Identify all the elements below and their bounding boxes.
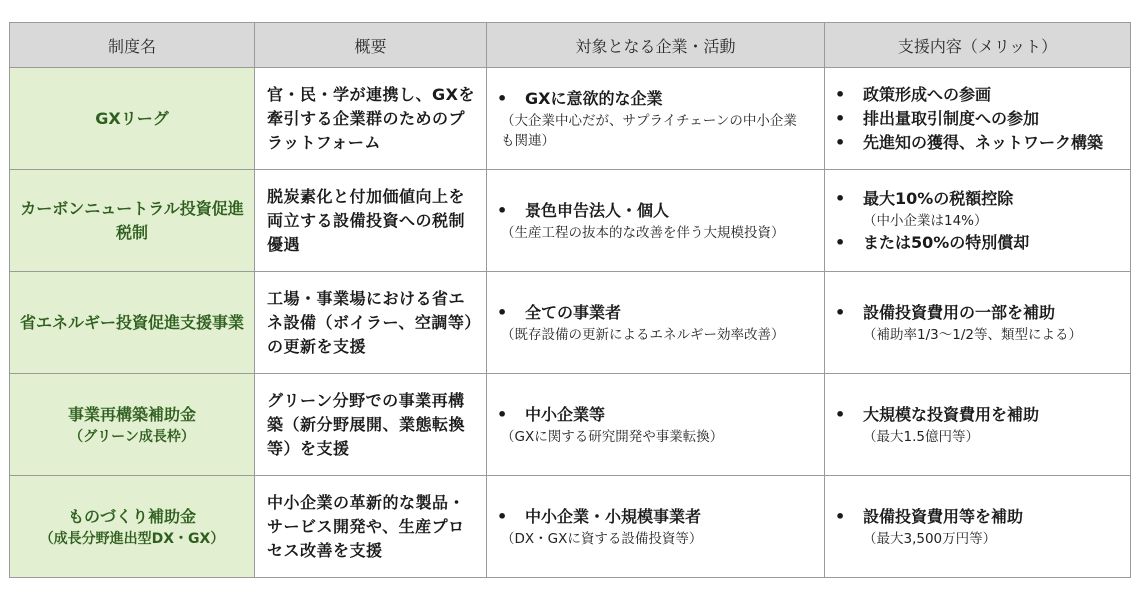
program-name: カーボンニュートラル投資促進税制 [20,198,244,242]
program-name-cell [10,170,255,272]
overview-cell: 工場・事業場における省エネ設備（ボイラー、空調等）の更新を支援 [255,272,487,374]
overview-cell: 脱炭素化と付加価値向上を両立する設備投資への税制優遇 [255,170,487,272]
bullet: • [835,108,846,128]
bullet: • [497,200,508,220]
merit-cell [825,476,1131,578]
table-row [10,170,1131,272]
target-item [497,505,816,529]
program-name-cell [10,476,255,578]
merit-item-text: 最大10%の税額控除 [863,188,1014,208]
target-item-text: 中小企業等 [525,404,606,424]
target-item [497,199,816,223]
target-item-text: 中小企業・小規模事業者 [525,506,702,526]
merit-item [835,131,1122,155]
support-programs-table-container [9,22,1130,578]
bullet: • [497,88,508,108]
merit-cell [825,170,1131,272]
bullet: • [835,188,846,208]
merit-item-text: 大規模な投資費用を補助 [863,404,1040,424]
program-name: 事業再構築補助金 [67,404,196,424]
merit-note: （最大1.5億円等） [863,428,979,445]
header-merit: 支援内容（メリット） [825,23,1131,68]
support-programs-table [9,22,1131,578]
target-note: （大企業中心だが、サプライチェーンの中小企業も関連） [501,112,797,149]
merit-note: （補助率1/3〜1/2等、類型による） [863,326,1082,343]
bullet: • [835,132,846,152]
program-name-cell [10,68,255,170]
merit-item [835,83,1122,107]
bullet: • [835,404,846,424]
target-item [497,87,816,111]
target-item-text: 景色申告法人・個人 [525,200,670,220]
merit-cell [825,68,1131,170]
target-cell [487,476,825,578]
merit-item-text: または50%の特別償却 [863,232,1030,252]
target-item-text: GXに意欲的な企業 [525,88,663,108]
merit-item [835,301,1122,325]
header-target: 対象となる企業・活動 [487,23,825,68]
overview-cell: 官・民・学が連携し、GXを牽引する企業群のためのプラットフォーム [255,68,487,170]
program-name: 省エネルギー投資促進支援事業 [19,312,244,332]
bullet: • [835,84,846,104]
header-overview: 概要 [255,23,487,68]
merit-note: （中小企業は14%） [863,212,988,229]
target-item [497,301,816,325]
bullet: • [835,302,846,322]
header-program-name: 制度名 [10,23,255,68]
bullet: • [835,232,846,252]
program-name-cell [10,374,255,476]
bullet: • [497,506,508,526]
merit-cell [825,272,1131,374]
target-item [497,403,816,427]
merit-item [835,231,1122,255]
target-item-text: 全ての事業者 [525,302,622,322]
merit-cell [825,374,1131,476]
bullet: • [497,302,508,322]
table-row [10,68,1131,170]
table-header-row [10,23,1131,68]
target-cell [487,272,825,374]
program-name-sub: （成長分野進出型DX・GX） [39,530,225,547]
table-row [10,374,1131,476]
merit-item-text: 先進知の獲得、ネットワーク構築 [863,132,1104,152]
table-row [10,272,1131,374]
merit-item-text: 排出量取引制度への参加 [863,108,1040,128]
merit-item [835,403,1122,427]
table-row [10,476,1131,578]
bullet: • [835,506,846,526]
program-name-sub: （グリーン成長枠） [69,428,195,445]
overview-cell: グリーン分野での事業再構築（新分野展開、業態転換等）を支援 [255,374,487,476]
target-cell [487,170,825,272]
merit-item-text: 政策形成への参画 [863,84,992,104]
target-cell [487,68,825,170]
program-name: GXリーグ [95,108,169,128]
merit-item-text: 設備投資費用の一部を補助 [863,302,1056,322]
merit-item [835,187,1122,211]
merit-item [835,505,1122,529]
bullet: • [497,404,508,424]
program-name: ものづくり補助金 [67,506,196,526]
target-cell [487,374,825,476]
merit-item [835,107,1122,131]
overview-cell: 中小企業の革新的な製品・サービス開発や、生産プロセス改善を支援 [255,476,487,578]
program-name-cell [10,272,255,374]
merit-item-text: 設備投資費用等を補助 [863,506,1024,526]
merit-note: （最大3,500万円等） [863,530,997,547]
target-note: （DX・GXに資する設備投資等） [501,530,703,547]
target-note: （GXに関する研究開発や事業転換） [501,428,724,445]
target-note: （生産工程の抜本的な改善を伴う大規模投資） [501,224,785,241]
target-note: （既存設備の更新によるエネルギー効率改善） [501,326,785,343]
